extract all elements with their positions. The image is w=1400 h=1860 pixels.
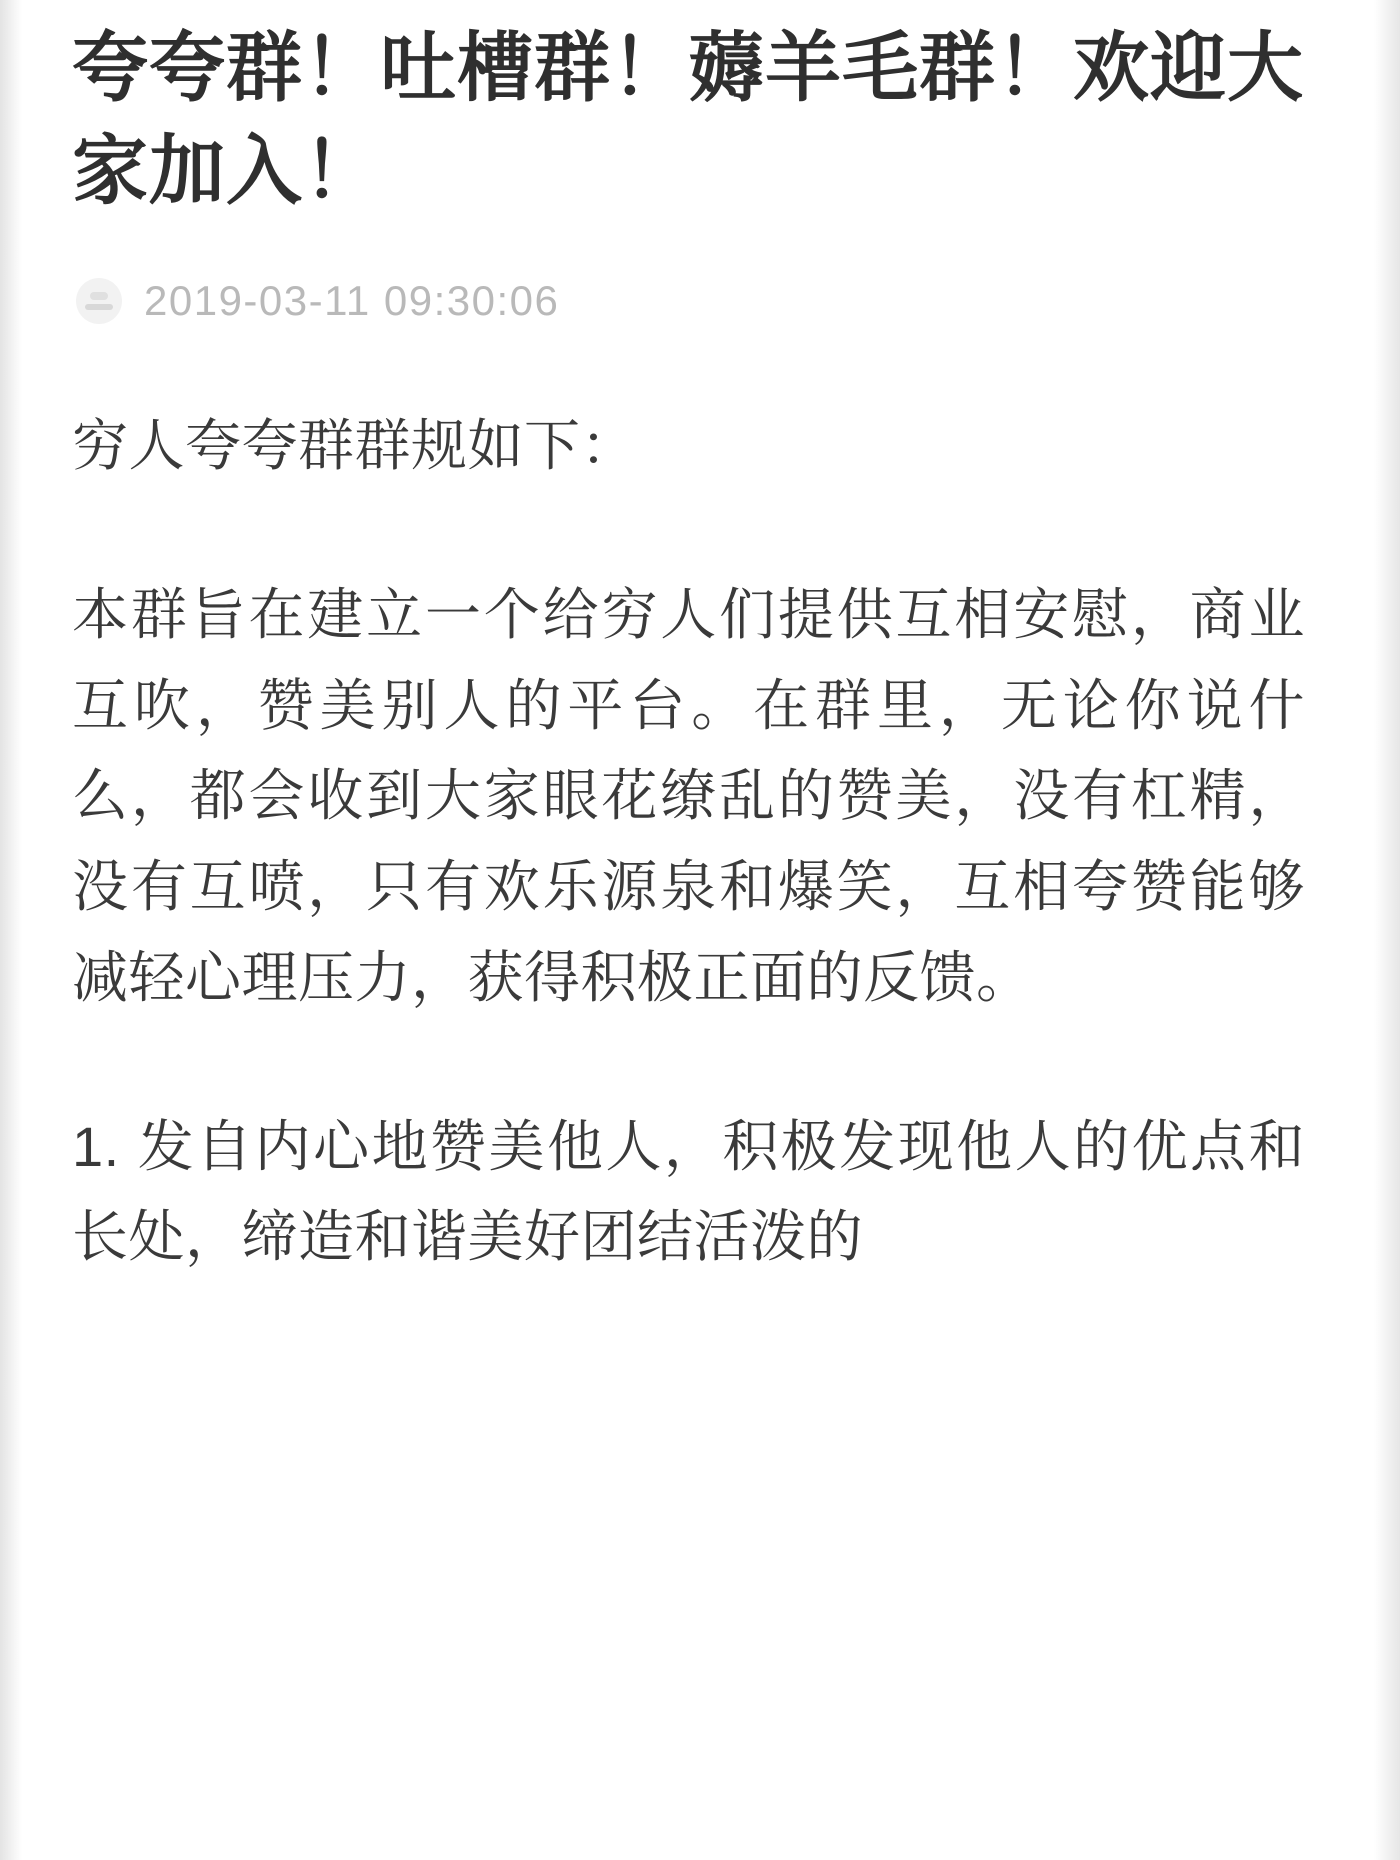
article-meta — [76, 277, 1305, 325]
right-edge-shadow — [1374, 0, 1400, 1860]
publish-timestamp: 2019-03-11 09:30:06 — [144, 277, 560, 325]
avatar — [76, 278, 122, 324]
article-body — [72, 401, 1305, 1283]
left-edge-shadow — [0, 0, 22, 1860]
paragraph: 穷人夸夸群群规如下： — [72, 414, 637, 478]
paragraph: 本群旨在建立一个给穷人们提供互相安慰，商业互吹，赞美别人的平台。在群里，无论你说什么，都会收到大家眼花缭乱的赞美，没有杠精，没有互喷，只有欢乐源泉和爆笑，互相夸赞能够减轻心理压力，获得积极正面的反馈。 — [72, 582, 1305, 1009]
paragraph: 1. 发自内心地赞美他人，积极发现他人的优点和长处，缔造和谐美好团结活泼的 — [72, 1114, 1305, 1269]
page-title: 夸夸群！吐槽群！薅羊毛群！欢迎大家加入！ — [72, 26, 1304, 214]
